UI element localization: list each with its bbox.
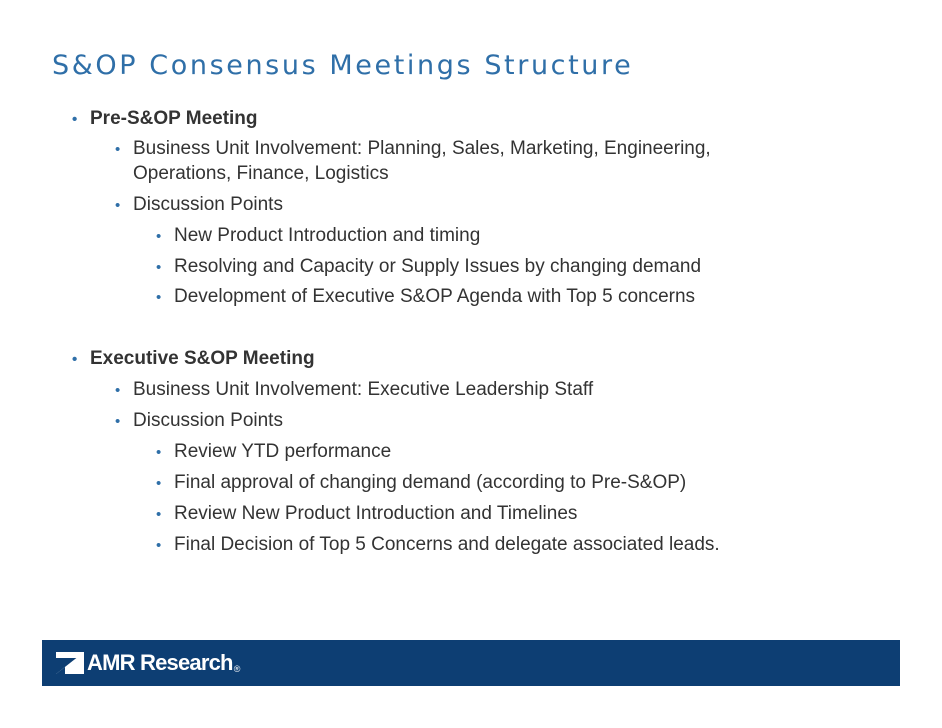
list-item-text: Review YTD performance: [174, 441, 392, 462]
list-item: [156, 503, 577, 526]
bullet-icon: •: [156, 289, 162, 306]
list-item: [156, 225, 480, 248]
bullet-icon: •: [115, 413, 121, 430]
list-item-text: Review New Product Introduction and Timelines: [174, 503, 578, 524]
list-item-text: Resolving and Capacity or Supply Issues by changing demand: [174, 256, 702, 277]
bullet-icon: •: [156, 537, 162, 554]
bullet-icon: •: [115, 382, 121, 399]
bullet-icon: •: [156, 228, 162, 245]
involvement-item: [115, 379, 593, 402]
involvement-text: Business Unit Involvement: Executive Leadership Staff: [133, 379, 594, 400]
slide-title: S&OP Consensus Meetings Structure: [52, 50, 634, 81]
list-item-text: New Product Introduction and timing: [174, 225, 481, 246]
amr-logo-mark-icon: [56, 652, 84, 674]
discussion-label-text: Discussion Points: [133, 410, 283, 431]
discussion-points-label: [115, 194, 283, 217]
list-item-text: Development of Executive S&OP Agenda with Top 5 concerns: [174, 286, 696, 307]
discussion-label-text: Discussion Points: [133, 194, 283, 215]
amr-research-logo: [56, 650, 240, 676]
bullet-icon: •: [72, 351, 78, 368]
list-item: [156, 286, 695, 309]
involvement-continuation: [133, 163, 389, 185]
footer-bar: [42, 640, 900, 686]
bullet-icon: •: [115, 197, 121, 214]
bullet-icon: •: [156, 259, 162, 276]
bullet-icon: •: [115, 141, 121, 158]
involvement-item: [115, 138, 711, 161]
list-item: [156, 472, 686, 495]
list-item-text: Final approval of changing demand (according to Pre-S&OP): [174, 472, 687, 493]
bullet-icon: •: [156, 475, 162, 492]
section-heading-text: Executive S&OP Meeting: [90, 348, 315, 369]
section-heading-executive-sop: [72, 348, 315, 371]
section-heading-text: Pre-S&OP Meeting: [90, 108, 258, 129]
list-item: [156, 441, 391, 464]
list-item: [156, 534, 720, 557]
registered-mark: ®: [233, 664, 241, 674]
bullet-icon: •: [156, 444, 162, 461]
logo-text: AMR Research: [87, 650, 233, 675]
bullet-icon: •: [156, 506, 162, 523]
involvement-text: Business Unit Involvement: Planning, Sales, Marketing, Engineering,: [133, 138, 711, 159]
discussion-points-label: [115, 410, 283, 433]
involvement-text-continued: Operations, Finance, Logistics: [133, 163, 389, 184]
section-heading-pre-sop: [72, 108, 258, 131]
list-item: [156, 256, 701, 279]
bullet-icon: •: [72, 111, 78, 128]
list-item-text: Final Decision of Top 5 Concerns and delegate associated leads.: [174, 534, 720, 555]
